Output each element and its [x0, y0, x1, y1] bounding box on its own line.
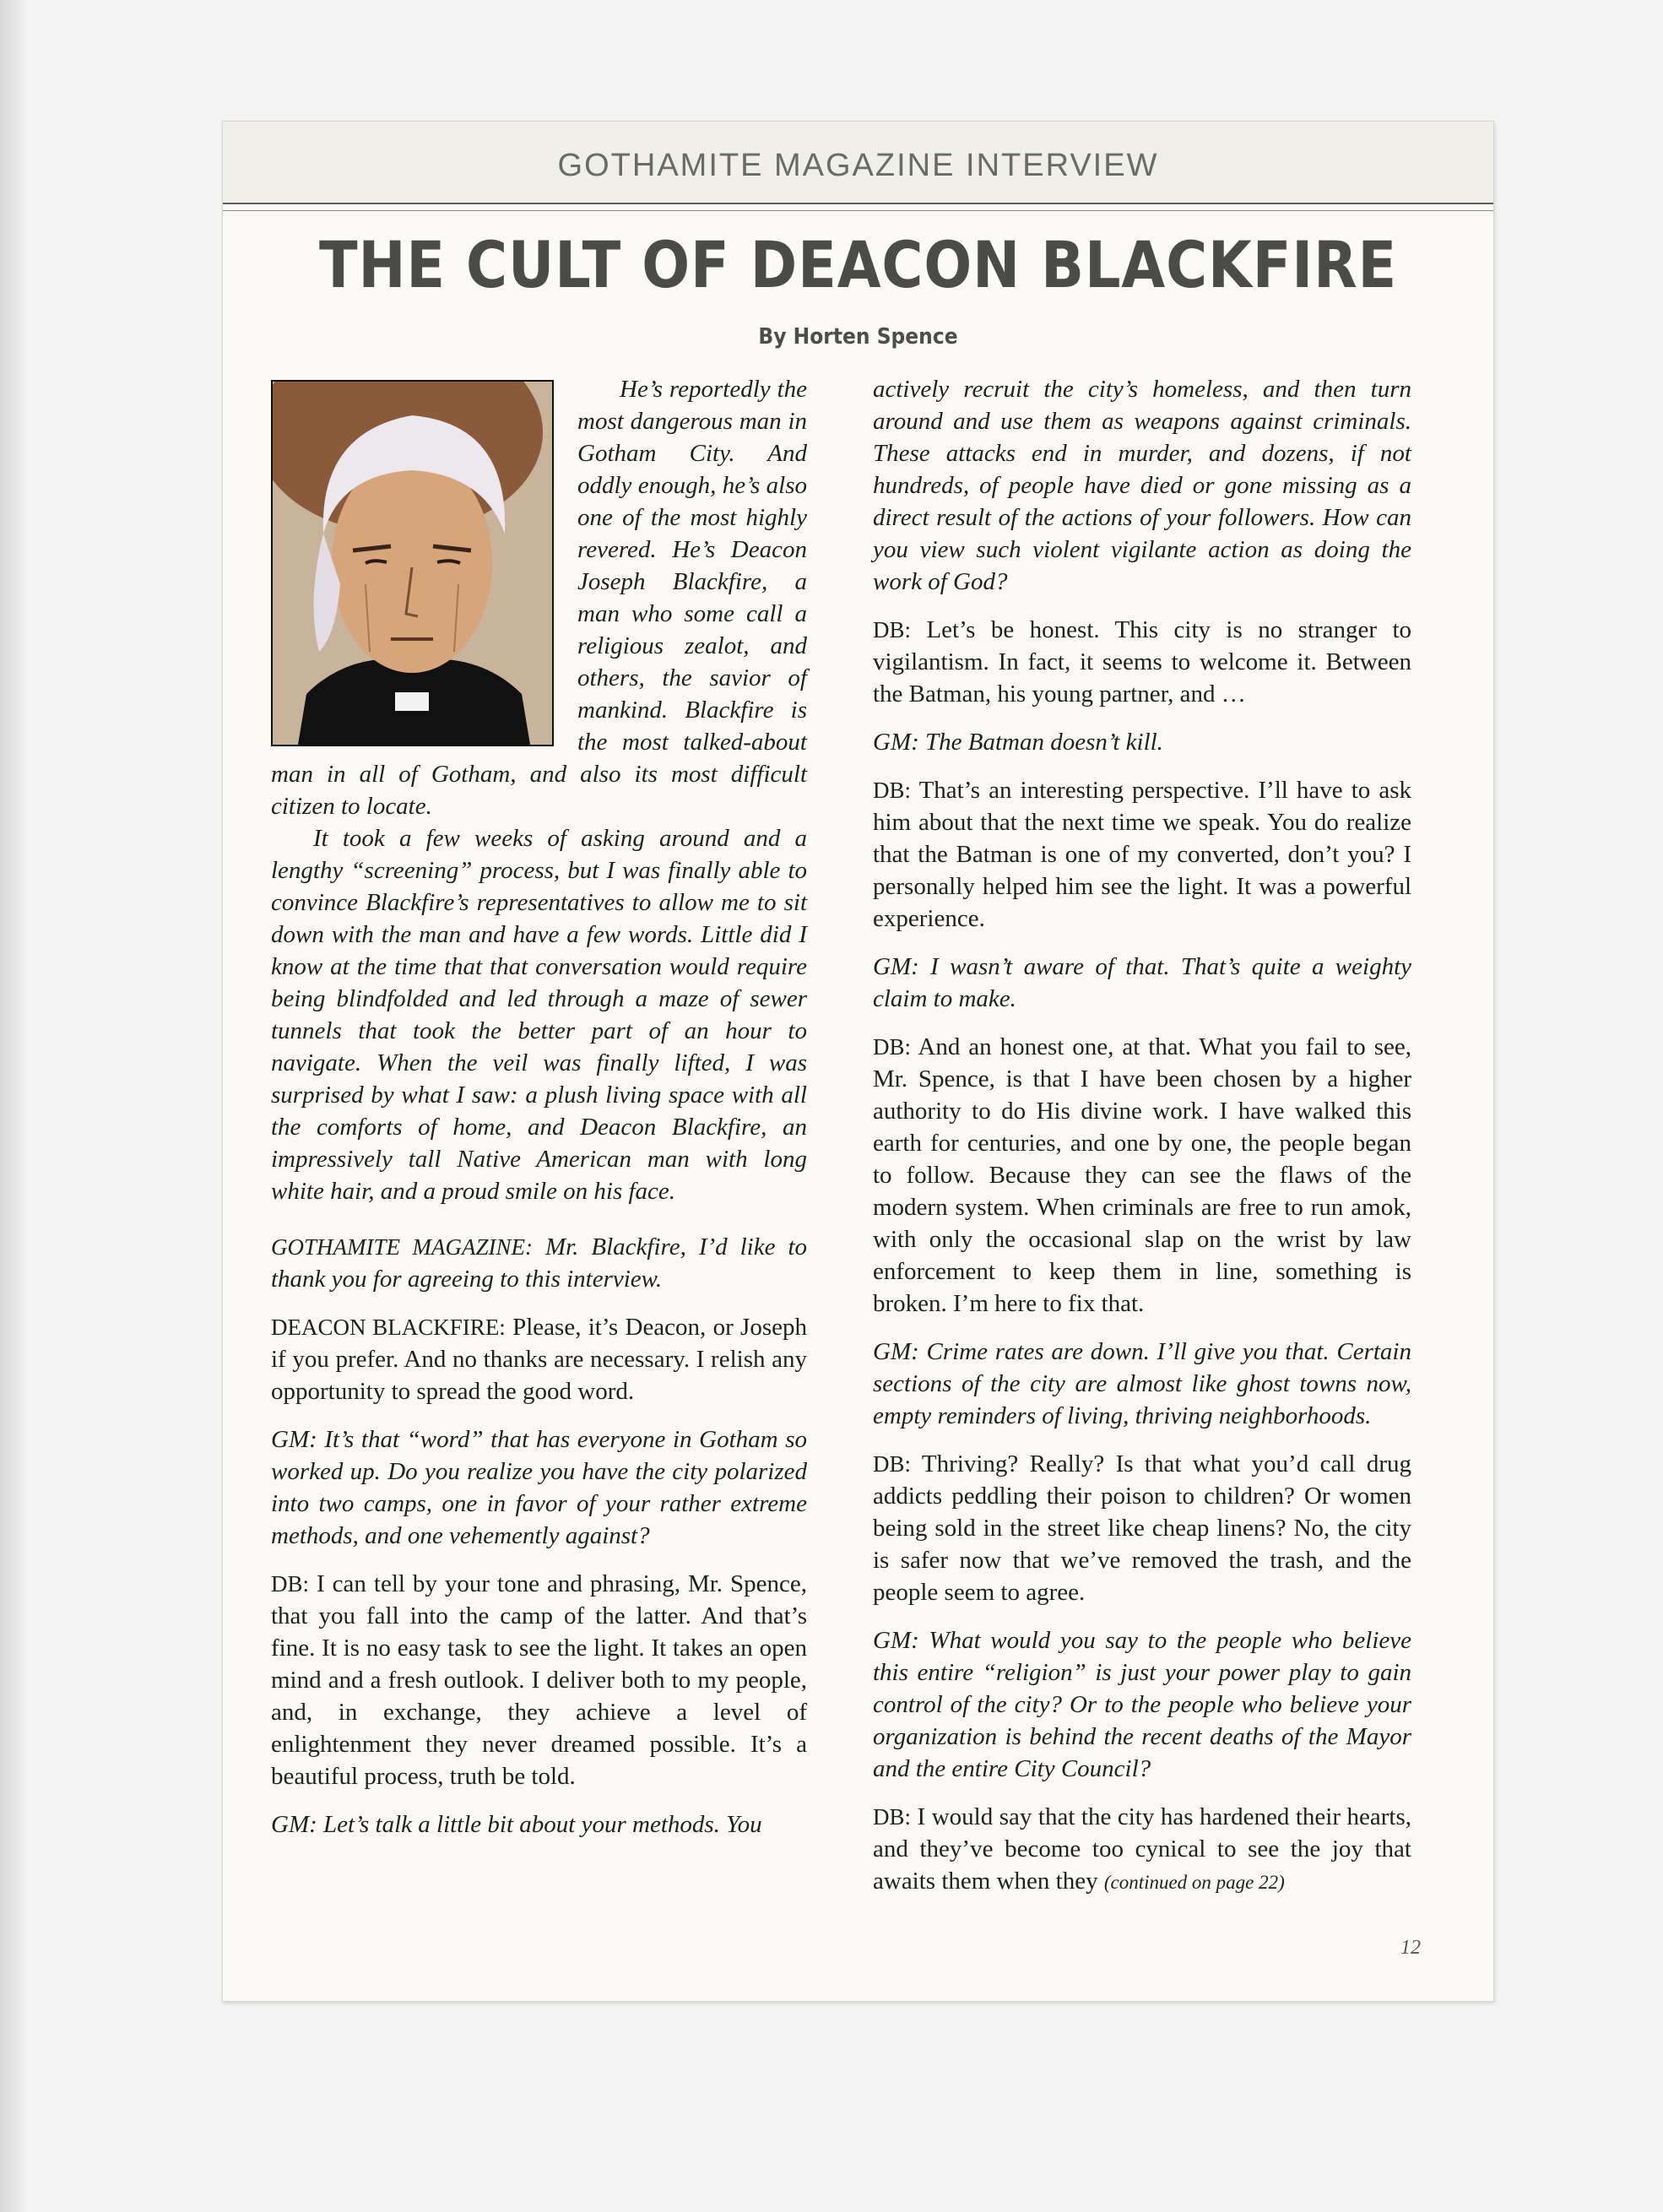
article-title: THE CULT OF DEACON BLACKFIRE	[318, 227, 1398, 302]
answer-7	[873, 1801, 1411, 1899]
question-text: The Batman doesn’t kill.	[925, 729, 1163, 756]
question-2	[271, 1423, 807, 1552]
speaker-label: GM:	[873, 953, 919, 980]
answer-3	[873, 614, 1411, 710]
answer-text: Please, it’s Deacon, or Joseph if you prefer. And no thanks are necessary. I relish any opportunity to spread the good word.	[271, 1314, 807, 1405]
intro-paragraph-1: He’s reportedly the most dangerous man in Gotham City. And oddly enough, he’s also one of the most highly revered. He’s Deacon Joseph Blackfire, a man who some call a religious zealot, and others, the savior of mankind. Blackfire is the most talked-about man in all of Gotham, and also its most difficult citizen to locate.	[271, 376, 807, 820]
speaker-label: DEACON BLACKFIRE:	[271, 1315, 506, 1340]
question-text: Mr. Blackfire, I’d like to thank you for agreeing to this interview.	[271, 1233, 808, 1293]
question-text: I wasn’t aware of that. That’s quite a weighty claim to make.	[873, 953, 1411, 1012]
speaker-label: GM:	[873, 729, 919, 756]
answer-4	[873, 774, 1411, 935]
portrait-illustration	[273, 382, 552, 745]
answer-text: Let’s be honest. This city is no stranger to vigilantism. In fact, it seems to welcome it. Between the Batman, his young partner, and …	[873, 616, 1411, 708]
question-text: Let’s talk a little bit about your methods. You	[323, 1811, 762, 1838]
speaker-label: DB:	[873, 1034, 912, 1060]
question-5	[873, 951, 1411, 1015]
answer-5	[873, 1031, 1411, 1320]
question-3	[271, 1808, 807, 1841]
intro-paragraph-2: It took a few weeks of asking around and a lengthy “screening” process, but I was finally able to convince Blackfire’s representatives to allow me to sit down with the man and have a few words. Little did I know at the time that that conversation would require being blindfolded and led through a maze of sewer tunnels that took the better part of an hour to navigate. When the veil was finally lifted, I was surprised by what I saw: a plush living space with all the comforts of home, and Deacon Blackfire, an impressively tall Native American man with long white hair, and a proud smile on his face.	[271, 825, 807, 1205]
speaker-label: GM:	[271, 1811, 317, 1838]
speaker-label: DB:	[271, 1571, 310, 1597]
right-column	[873, 373, 1411, 1915]
byline: By Horten Spence	[758, 324, 958, 350]
magazine-page	[222, 121, 1494, 2002]
answer-2	[271, 1568, 807, 1792]
speaker-label: DB:	[873, 1804, 912, 1830]
speaker-label: DB:	[873, 778, 912, 803]
question-6	[873, 1336, 1411, 1432]
left-column	[271, 373, 807, 1857]
speaker-label: GM:	[873, 1627, 919, 1654]
question-7	[873, 1624, 1411, 1785]
answer-text: I can tell by your tone and phrasing, Mr. Spence, that you fall into the camp of the latter. And that’s fine. It is no easy task to see the light. It takes an open mind and a fresh outlook. I deliver both to my people, and, in exchange, they achieve a level of enlightenment they never dreamed possible. It’s a beautiful process, truth be told.	[271, 1570, 808, 1790]
question-text: It’s that “word” that has everyone in Gotham so worked up. Do you realize you have the city polarized into two camps, one in favor of your rather extreme methods, and one vehemently against?	[271, 1426, 808, 1549]
binding-shadow	[0, 0, 25, 2212]
deacon-blackfire-portrait	[271, 380, 554, 746]
header-rule	[223, 203, 1493, 204]
speaker-label: GOTHAMITE MAGAZINE:	[271, 1234, 533, 1260]
answer-text: That’s an interesting perspective. I’ll have to ask him about that the next time we speak. You do realize that the Batman is one of my converted, don’t you? I personally helped him see the light. It was a powerful experience.	[873, 777, 1411, 932]
answer-6	[873, 1448, 1411, 1608]
speaker-label: DB:	[873, 1451, 912, 1477]
answer-1	[271, 1311, 807, 1407]
speaker-label: DB:	[873, 617, 912, 642]
question-1	[271, 1231, 807, 1295]
answer-text: I would say that the city has hardened their hearts, and they’ve become too cynical to see the joy that awaits them when they	[873, 1803, 1412, 1895]
question-4	[873, 726, 1411, 758]
question-3-continued: actively recruit the city’s homeless, and then turn around and use them as weapons against criminals. These attacks end in murder, and dozens, if not hundreds, of people have died or gone missing as a direct result of the actions of your followers. How can you view such violent vigilante action as doing the work of God?	[873, 376, 1411, 595]
answer-text: Thriving? Really? Is that what you’d call drug addicts peddling their poison to children? Or women being sold in the street like cheap linens? No, the city is safer now that we’ve removed the trash, and the people seem to agree.	[873, 1450, 1411, 1606]
magazine-name: GOTHAMITE MAGAZINE INTERVIEW	[557, 148, 1159, 183]
speaker-label: GM:	[271, 1426, 317, 1453]
page-number: 12	[1400, 1937, 1421, 1959]
question-text: Crime rates are down. I’ll give you that. Certain sections of the city are almost like ghost towns now, empty reminders of living, thriving neighborhoods.	[873, 1338, 1411, 1429]
continued-note: (continued on page 22)	[1103, 1872, 1285, 1893]
header-rule-thin	[223, 210, 1493, 211]
question-text: What would you say to the people who believe this entire “religion” is just your power play to gain control of the city? Or to the people who believe your organization is behind the recent deaths of the Mayor and the entire City Council?	[873, 1627, 1412, 1782]
speaker-label: GM:	[873, 1338, 919, 1365]
answer-text: And an honest one, at that. What you fail to see, Mr. Spence, is that I have been chosen by a higher authority to do His divine work. I have walked this earth for centuries, and one by one, the people began to follow. Because they can see the flaws of the modern system. When criminals are free to run amok, with only the occasional slap on the wrist by law enforcement to keep them in line, something is broken. I’m here to fix that.	[873, 1033, 1411, 1317]
